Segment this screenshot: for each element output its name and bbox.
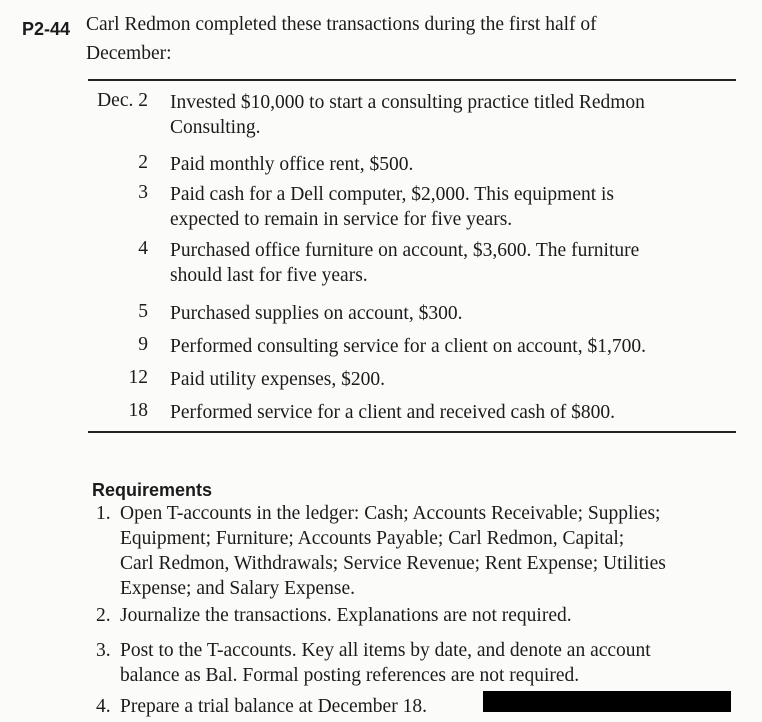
requirement-text: Open T-accounts in the ledger: Cash; Accounts Receivable; Supplies; Equipment; Furniture; Accounts Payable; Carl Redmon, Capital; Carl Redmon, Withdrawals; Service Revenue; Rent Expense; Utilities Expense; and Salary Expense.	[120, 503, 666, 599]
transaction-text: Performed service for a client and received cash of $800.	[170, 402, 616, 423]
transaction-date: 2	[138, 152, 148, 173]
requirement-number: 4.	[96, 696, 111, 717]
problem-intro-line-2: December:	[86, 43, 172, 64]
transaction-date: Dec. 2	[97, 90, 148, 111]
transaction-text: Invested $10,000 to start a consulting practice titled Redmon Consulting.	[170, 92, 645, 138]
problem-number: P2-44	[22, 19, 71, 39]
transaction-date: 18	[128, 400, 148, 421]
transaction-text: Performed consulting service for a client on account, $1,700.	[170, 336, 646, 357]
transaction-date: 12	[128, 367, 148, 388]
transaction-date: 5	[138, 301, 148, 322]
top-divider	[88, 79, 736, 81]
bottom-divider	[88, 431, 736, 433]
transaction-text: Paid utility expenses, $200.	[170, 369, 386, 390]
requirement-number: 3.	[96, 640, 111, 661]
redaction-bar	[483, 691, 731, 712]
transaction-text: Paid cash for a Dell computer, $2,000. This equipment is expected to remain in service for five years.	[170, 184, 615, 230]
transaction-text: Paid monthly office rent, $500.	[170, 154, 414, 175]
requirements-heading: Requirements	[92, 480, 213, 500]
transaction-text: Purchased supplies on account, $300.	[170, 303, 463, 324]
transaction-date: 4	[138, 238, 148, 259]
transaction-date: 3	[138, 182, 148, 203]
requirement-number: 2.	[96, 605, 111, 626]
transaction-date: 9	[138, 334, 148, 355]
requirement-text: Post to the T-accounts. Key all items by date, and denote an account balance as Bal. Formal posting references are not required.	[120, 640, 651, 686]
problem-intro-line-1: Carl Redmon completed these transactions during the first half of	[86, 14, 597, 35]
requirement-text: Journalize the transactions. Explanations are not required.	[120, 605, 572, 626]
transaction-text: Purchased office furniture on account, $3,600. The furniture should last for five years.	[170, 240, 640, 286]
requirement-number: 1.	[96, 503, 111, 524]
requirement-text: Prepare a trial balance at December 18.	[120, 696, 427, 717]
